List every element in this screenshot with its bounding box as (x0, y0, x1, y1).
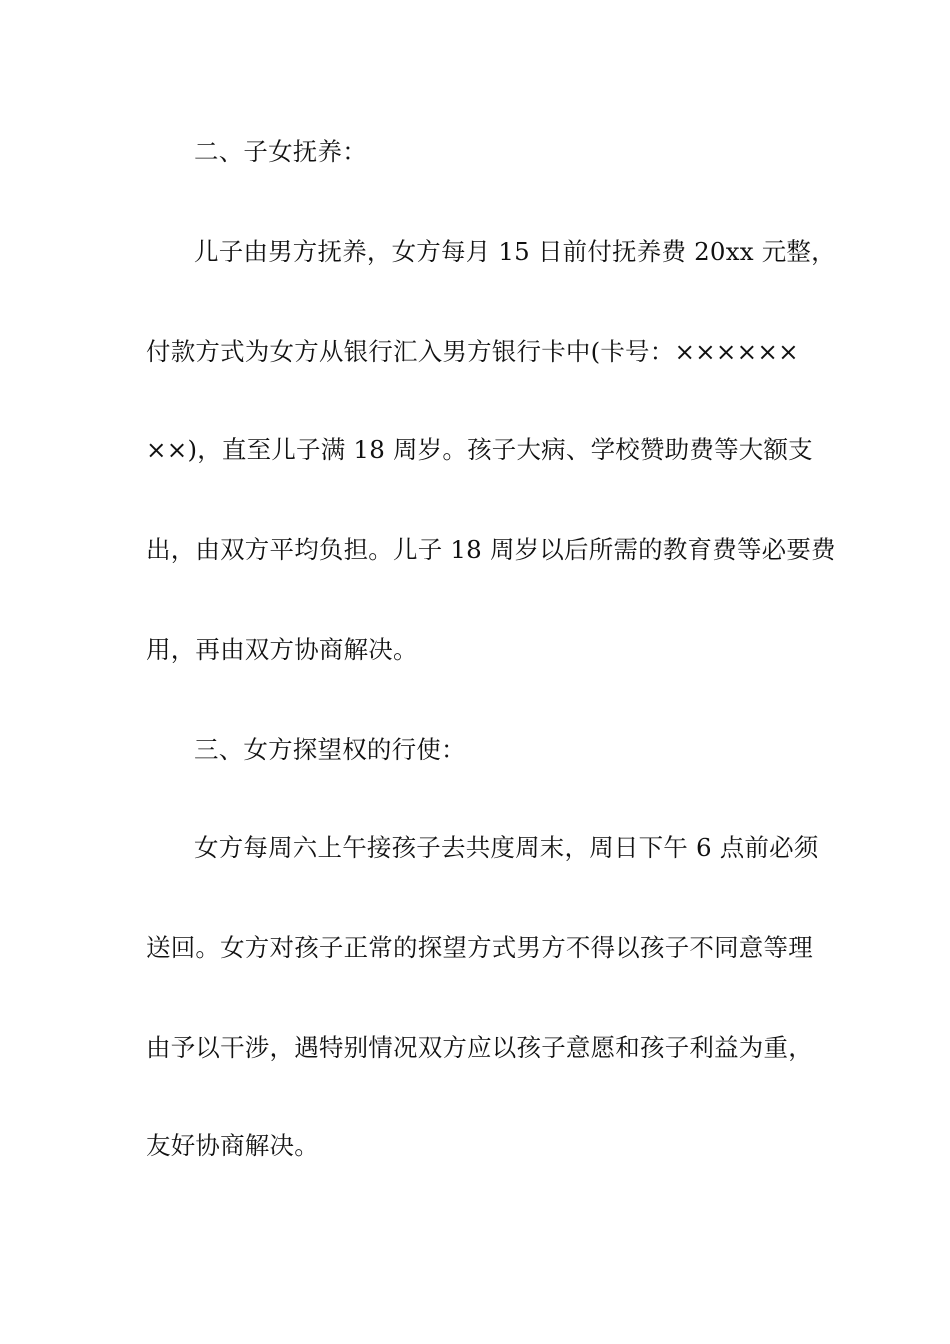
paragraph-line: 由予以干涉，遇特别情况双方应以孩子意愿和孩子利益为重， (146, 1033, 813, 1062)
paragraph-line: ××)，直至儿子满 18 周岁。孩子大病、学校赞助费等大额支 (146, 435, 813, 464)
section-heading-visitation: 三、女方探望权的行使： (194, 735, 466, 764)
paragraph-line: 付款方式为女方从银行汇入男方银行卡中(卡号：×××××× (146, 337, 799, 366)
paragraph-line: 儿子由男方抚养，女方每月 15 日前付抚养费 20xx 元整， (194, 237, 836, 266)
paragraph-line: 友好协商解决。 (146, 1131, 319, 1160)
paragraph-line: 用，再由双方协商解决。 (146, 635, 418, 664)
paragraph-line: 出，由双方平均负担。儿子 18 周岁以后所需的教育费等必要费 (146, 535, 836, 564)
section-heading-child-custody: 二、子女抚养： (194, 137, 367, 166)
paragraph-line: 送回。女方对孩子正常的探望方式男方不得以孩子不同意等理 (146, 933, 813, 962)
paragraph-line: 女方每周六上午接孩子去共度周末，周日下午 6 点前必须 (194, 833, 819, 862)
